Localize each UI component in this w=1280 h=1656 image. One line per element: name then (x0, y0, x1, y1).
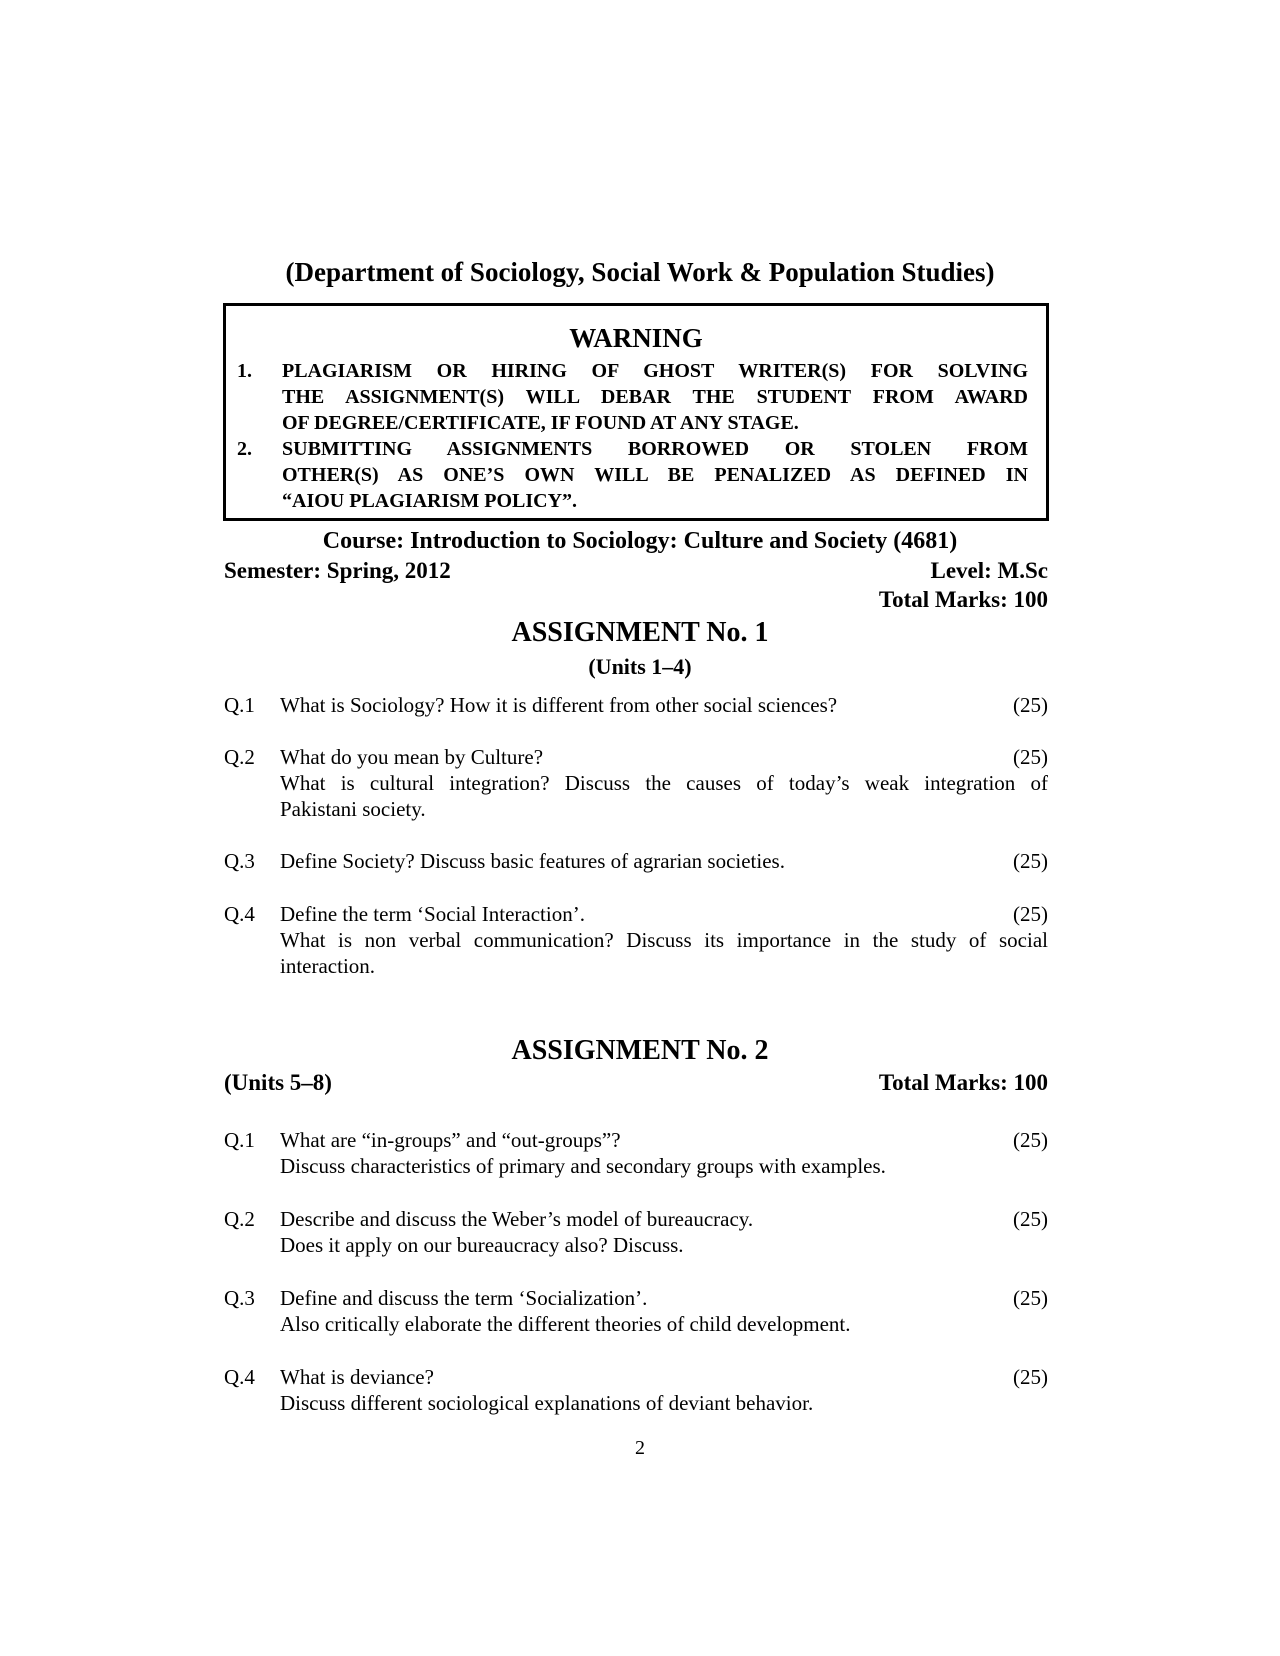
semester: Semester: Spring, 2012 (224, 558, 451, 583)
question-marks: (25) (1013, 1286, 1048, 1310)
question-number: Q.4 (224, 902, 255, 926)
warning-box (223, 303, 1049, 521)
warning-title: WARNING (569, 323, 703, 353)
assignment-1-title: ASSIGNMENT No. 1 (511, 617, 769, 648)
question-line: Define and discuss the term ‘Socialization’. (280, 1286, 648, 1310)
warning-line: SUBMITTING ASSIGNMENTS BORROWED OR STOLEN FROM (282, 438, 1028, 460)
question-number: Q.1 (224, 693, 255, 717)
question-marks: (25) (1013, 1365, 1048, 1389)
warning-line: THE ASSIGNMENT(S) WILL DEBAR THE STUDENT FROM AWARD (282, 386, 1028, 408)
warning-item-text (282, 436, 1028, 514)
warning-item-number: 2. (237, 438, 252, 460)
question-marks: (25) (1013, 1207, 1048, 1231)
question-line: Discuss characteristics of primary and secondary groups with examples. (280, 1154, 886, 1178)
question-line: What is cultural integration? Discuss the causes of today’s weak integration of (280, 771, 1048, 795)
question-number: Q.1 (224, 1128, 255, 1152)
question-text (280, 1285, 1048, 1337)
department-heading: (Department of Sociology, Social Work & Population Studies) (285, 257, 995, 287)
question-text (280, 848, 1048, 874)
question-text (280, 1206, 1048, 1258)
question-line: What do you mean by Culture? (280, 745, 544, 769)
page-number: 2 (635, 1437, 645, 1459)
warning-line: OTHER(S) AS ONE’S OWN WILL BE PENALIZED AS DEFINED IN (282, 464, 1028, 486)
question-text (280, 744, 1048, 822)
question-line: Describe and discuss the Weber’s model of bureaucracy. (280, 1207, 754, 1231)
question-marks: (25) (1013, 745, 1048, 769)
course-title: Course: Introduction to Sociology: Culture and Society (4681) (322, 528, 958, 554)
question-line: Also critically elaborate the different theories of child development. (280, 1312, 851, 1336)
warning-line: OF DEGREE/CERTIFICATE, IF FOUND AT ANY STAGE. (282, 412, 799, 434)
question-line: What is deviance? (280, 1365, 434, 1389)
question-number: Q.3 (224, 849, 255, 873)
question-marks: (25) (1013, 902, 1048, 926)
question-marks: (25) (1013, 693, 1048, 717)
warning-line: “AIOU PLAGIARISM POLICY”. (282, 490, 578, 512)
total-marks: Total Marks: 100 (878, 1070, 1048, 1095)
warning-item-number: 1. (237, 360, 252, 382)
question-line: Define the term ‘Social Interaction’. (280, 902, 585, 926)
question-number: Q.2 (224, 1207, 255, 1231)
question-number: Q.4 (224, 1365, 255, 1389)
question-marks: (25) (1013, 1128, 1048, 1152)
question-text (280, 1364, 1048, 1416)
warning-line: PLAGIARISM OR HIRING OF GHOST WRITER(S) FOR SOLVING (282, 360, 1028, 382)
question-line: Define Society? Discuss basic features of agrarian societies. (280, 849, 785, 873)
question-line: What is non verbal communication? Discuss its importance in the study of social (280, 928, 1048, 952)
assignment-2-title: ASSIGNMENT No. 2 (511, 1035, 769, 1066)
total-marks: Total Marks: 100 (878, 587, 1048, 612)
question-text (280, 1127, 1048, 1179)
question-line: What are “in-groups” and “out-groups”? (280, 1128, 621, 1152)
question-number: Q.2 (224, 745, 255, 769)
question-line: Does it apply on our bureaucracy also? Discuss. (280, 1233, 684, 1257)
question-text (280, 901, 1048, 979)
assignment-1-units: (Units 1–4) (588, 654, 692, 679)
assignment-2-units: (Units 5–8) (224, 1070, 332, 1095)
question-text (280, 692, 1048, 718)
level: Level: M.Sc (930, 558, 1048, 583)
question-line: Discuss different sociological explanations of deviant behavior. (280, 1391, 814, 1415)
question-line: Pakistani society. (280, 797, 426, 821)
question-number: Q.3 (224, 1286, 255, 1310)
question-marks: (25) (1013, 849, 1048, 873)
warning-item-text (282, 358, 1028, 436)
question-line: interaction. (280, 954, 376, 978)
question-line: What is Sociology? How it is different from other social sciences? (280, 693, 838, 717)
